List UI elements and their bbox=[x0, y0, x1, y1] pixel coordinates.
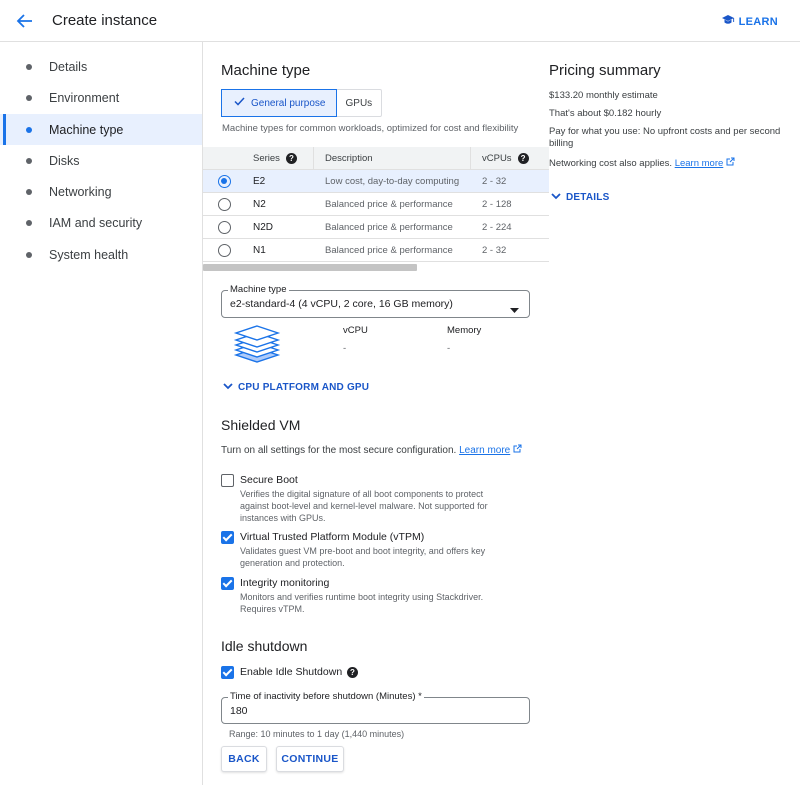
idle-shutdown-heading: Idle shutdown bbox=[221, 638, 308, 654]
sidebar-item-label: Machine type bbox=[49, 122, 124, 137]
vcpu-value: - bbox=[343, 343, 347, 354]
family-option-general-purpose[interactable] bbox=[221, 89, 337, 117]
field-label: Time of inactivity before shutdown (Minutes) * bbox=[230, 691, 422, 702]
shielded-vm-heading: Shielded VM bbox=[221, 417, 301, 433]
sidebar-item-machine-type[interactable] bbox=[0, 114, 202, 145]
description-cell: Balanced price & performance bbox=[325, 222, 453, 233]
series-radio[interactable] bbox=[218, 221, 231, 234]
step-dot bbox=[26, 220, 32, 226]
monthly-estimate: $133.20 monthly estimate bbox=[549, 90, 658, 101]
secure-boot-label: Secure Boot bbox=[240, 474, 298, 486]
step-dot bbox=[26, 64, 32, 70]
sidebar-item-system-health[interactable] bbox=[0, 239, 202, 270]
secure-boot-checkbox[interactable] bbox=[221, 474, 234, 487]
vtpm-checkbox[interactable] bbox=[221, 531, 234, 544]
learn-more-link[interactable]: Learn more bbox=[674, 158, 724, 169]
vtpm-description: Validates guest VM pre-boot and boot integrity, and offers key generation and protection. bbox=[240, 546, 486, 568]
learn-more-link[interactable]: Learn more bbox=[459, 445, 511, 456]
step-dot bbox=[26, 252, 32, 258]
column-header-label: vCPUs bbox=[482, 153, 512, 164]
vcpu-label: vCPU bbox=[343, 325, 368, 336]
chevron-down-icon bbox=[223, 382, 233, 393]
column-header-series bbox=[253, 147, 297, 170]
help-icon[interactable]: ? bbox=[347, 667, 358, 678]
integrity-monitoring-checkbox[interactable] bbox=[221, 577, 234, 590]
sidebar-item-label: Networking bbox=[49, 184, 112, 199]
sidebar-item-iam-security[interactable] bbox=[0, 207, 202, 238]
series-radio[interactable] bbox=[218, 244, 231, 257]
inactivity-time-input[interactable] bbox=[221, 691, 530, 724]
enable-idle-shutdown-checkbox[interactable] bbox=[221, 666, 234, 679]
field-value: 180 bbox=[230, 705, 248, 717]
enable-idle-shutdown-label: Enable Idle Shutdown bbox=[240, 666, 343, 678]
description-cell: Balanced price & performance bbox=[325, 245, 453, 256]
dropdown-arrow-icon bbox=[510, 301, 519, 319]
series-cell: N1 bbox=[253, 245, 266, 256]
active-indicator bbox=[3, 114, 6, 145]
column-header-vcpus bbox=[482, 147, 529, 170]
learn-label: LEARN bbox=[738, 15, 778, 28]
step-sidebar bbox=[0, 42, 203, 785]
machine-type-heading: Machine type bbox=[221, 62, 311, 79]
integrity-monitoring-label: Integrity monitoring bbox=[240, 577, 330, 589]
sidebar-item-label: Details bbox=[49, 59, 88, 74]
back-arrow-icon[interactable] bbox=[14, 10, 36, 32]
external-link-icon bbox=[726, 158, 735, 169]
step-dot bbox=[26, 158, 32, 164]
sidebar-item-environment[interactable] bbox=[0, 82, 202, 113]
sidebar-item-details[interactable] bbox=[0, 51, 202, 82]
description-cell: Balanced price & performance bbox=[325, 199, 453, 210]
family-option-gpus[interactable] bbox=[337, 90, 382, 116]
column-header-description: Description bbox=[325, 153, 373, 164]
series-radio[interactable] bbox=[218, 175, 231, 188]
pricing-details-expander[interactable] bbox=[551, 192, 609, 203]
memory-label: Memory bbox=[447, 325, 482, 336]
column-divider bbox=[470, 147, 471, 170]
series-cell: E2 bbox=[253, 176, 266, 187]
series-cell: N2 bbox=[253, 199, 266, 210]
step-dot bbox=[26, 127, 32, 133]
sidebar-item-label: IAM and security bbox=[49, 215, 143, 230]
column-divider bbox=[313, 147, 314, 170]
family-option-label: GPUs bbox=[345, 97, 373, 109]
table-row[interactable] bbox=[203, 193, 549, 216]
school-icon bbox=[721, 14, 735, 29]
networking-note bbox=[549, 157, 735, 170]
table-header-row bbox=[203, 147, 549, 170]
integrity-monitoring-description: Monitors and verifies runtime boot integrity using Stackdriver. Requires vTPM. bbox=[240, 592, 484, 614]
shielded-intro-text: Turn on all settings for the most secure configuration. bbox=[221, 445, 457, 456]
check-icon bbox=[234, 97, 245, 109]
top-app-bar bbox=[0, 0, 800, 42]
series-radio[interactable] bbox=[218, 198, 231, 211]
continue-button[interactable]: CONTINUE bbox=[276, 746, 344, 772]
step-dot bbox=[26, 95, 32, 101]
vcpus-cell: 2 - 128 bbox=[482, 199, 512, 210]
table-row[interactable] bbox=[203, 216, 549, 239]
help-icon[interactable]: ? bbox=[286, 153, 297, 164]
learn-button[interactable] bbox=[721, 14, 778, 29]
sidebar-item-networking[interactable] bbox=[0, 176, 202, 207]
field-label: Machine type bbox=[230, 284, 287, 295]
pay-note: Pay for what you use: No upfront costs and per second billing bbox=[549, 126, 781, 149]
family-hint: Machine types for common workloads, optimized for cost and flexibility bbox=[222, 123, 519, 134]
step-dot bbox=[26, 189, 32, 195]
chevron-down-icon bbox=[551, 192, 561, 203]
description-cell: Low cost, day-to-day computing bbox=[325, 176, 460, 187]
secure-boot-description: Verifies the digital signature of all boot components to protect against boot-level and kernel-level malware. Not supported for instances with GPUs. bbox=[240, 489, 488, 523]
page-title: Create instance bbox=[52, 12, 158, 29]
expander-label: DETAILS bbox=[566, 192, 610, 203]
memory-value: - bbox=[447, 343, 451, 354]
inactivity-hint: Range: 10 minutes to 1 day (1,440 minutes) bbox=[229, 729, 405, 739]
machine-type-select[interactable] bbox=[221, 284, 530, 318]
cpu-platform-expander[interactable] bbox=[223, 382, 369, 393]
external-link-icon bbox=[513, 445, 522, 456]
vcpus-cell: 2 - 224 bbox=[482, 222, 512, 233]
sidebar-item-label: Environment bbox=[49, 90, 120, 105]
pricing-summary-heading: Pricing summary bbox=[549, 62, 661, 79]
series-cell: N2D bbox=[253, 222, 274, 233]
vcpus-cell: 2 - 32 bbox=[482, 245, 507, 256]
shielded-intro bbox=[221, 444, 522, 456]
machine-stack-icon bbox=[233, 322, 281, 375]
table-row[interactable] bbox=[203, 170, 549, 193]
sidebar-item-label: System health bbox=[49, 247, 129, 262]
machine-family-toggle bbox=[221, 89, 382, 117]
table-horizontal-scrollbar[interactable] bbox=[203, 264, 417, 271]
hourly-estimate: That's about $0.182 hourly bbox=[549, 108, 662, 119]
expander-label: CPU PLATFORM AND GPU bbox=[238, 382, 370, 393]
sidebar-item-label: Disks bbox=[49, 153, 80, 168]
vtpm-label: Virtual Trusted Platform Module (vTPM) bbox=[240, 531, 425, 543]
vcpus-cell: 2 - 32 bbox=[482, 176, 507, 187]
sidebar-item-disks[interactable] bbox=[0, 145, 202, 176]
table-row[interactable] bbox=[203, 239, 549, 262]
networking-note-text: Networking cost also applies. bbox=[549, 158, 673, 169]
column-header-label: Series bbox=[253, 153, 280, 164]
help-icon[interactable]: ? bbox=[518, 153, 529, 164]
family-option-label: General purpose bbox=[251, 97, 326, 109]
field-value: e2-standard-4 (4 vCPU, 2 core, 16 GB memory) bbox=[230, 298, 453, 310]
back-button[interactable]: BACK bbox=[221, 746, 267, 772]
